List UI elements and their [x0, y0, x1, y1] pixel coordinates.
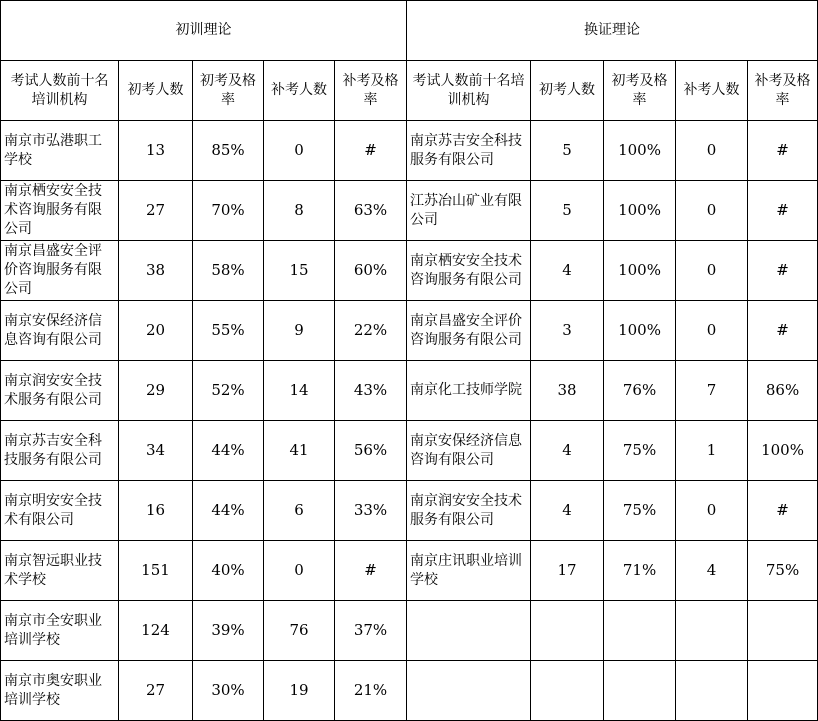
right-retake-count: 7 — [676, 361, 748, 421]
right-institution-name: 南京苏吉安全科技服务有限公司 — [407, 121, 531, 181]
col-header-first-rate-right: 初考及格率 — [604, 61, 676, 121]
right-retake-count: 0 — [676, 181, 748, 241]
left-retake-rate: 60% — [335, 241, 407, 301]
left-retake-count: 8 — [264, 181, 335, 241]
left-retake-rate: # — [335, 121, 407, 181]
right-retake-rate: 86% — [748, 361, 818, 421]
col-header-retake-rate-right: 补考及格率 — [748, 61, 818, 121]
left-retake-rate: # — [335, 541, 407, 601]
left-first-rate: 58% — [193, 241, 264, 301]
table-row — [1, 421, 818, 481]
left-retake-rate: 37% — [335, 601, 407, 661]
table-row — [1, 241, 818, 301]
right-institution-name: 南京庄讯职业培训学校 — [407, 541, 531, 601]
right-retake-count: 0 — [676, 241, 748, 301]
column-header-row — [1, 61, 818, 121]
left-first-count: 20 — [119, 301, 193, 361]
left-first-rate: 30% — [193, 661, 264, 721]
table-row — [1, 181, 818, 241]
left-first-count: 16 — [119, 481, 193, 541]
right-institution-name: 江苏冶山矿业有限公司 — [407, 181, 531, 241]
right-first-count: 5 — [531, 121, 604, 181]
right-retake-count: 1 — [676, 421, 748, 481]
col-header-retake-count-left: 补考人数 — [264, 61, 335, 121]
right-retake-rate: 100% — [748, 421, 818, 481]
right-retake-count: 0 — [676, 301, 748, 361]
left-first-rate: 44% — [193, 421, 264, 481]
left-first-rate: 39% — [193, 601, 264, 661]
right-institution-name: 南京安保经济信息咨询有限公司 — [407, 421, 531, 481]
section-title-renewal: 换证理论 — [407, 1, 818, 61]
right-first-count: 17 — [531, 541, 604, 601]
col-header-institution-right: 考试人数前十名培训机构 — [407, 61, 531, 121]
left-institution-name: 南京市弘港职工学校 — [1, 121, 119, 181]
left-first-rate: 55% — [193, 301, 264, 361]
right-retake-count: 4 — [676, 541, 748, 601]
right-institution-name: 南京化工技师学院 — [407, 361, 531, 421]
right-first-count: 4 — [531, 481, 604, 541]
right-first-rate: 100% — [604, 121, 676, 181]
table-body — [1, 1, 818, 721]
right-first-count: 4 — [531, 241, 604, 301]
right-first-rate: 75% — [604, 481, 676, 541]
left-first-count: 151 — [119, 541, 193, 601]
left-institution-name: 南京市奥安职业培训学校 — [1, 661, 119, 721]
left-institution-name: 南京智远职业技术学校 — [1, 541, 119, 601]
right-first-count — [531, 601, 604, 661]
left-retake-count: 0 — [264, 121, 335, 181]
section-header-row — [1, 1, 818, 61]
right-retake-rate: # — [748, 241, 818, 301]
right-first-rate — [604, 661, 676, 721]
left-first-rate: 44% — [193, 481, 264, 541]
left-institution-name: 南京安保经济信息咨询有限公司 — [1, 301, 119, 361]
right-first-rate: 76% — [604, 361, 676, 421]
table-row — [1, 301, 818, 361]
right-retake-rate: # — [748, 121, 818, 181]
right-first-rate: 100% — [604, 241, 676, 301]
right-institution-name: 南京昌盛安全评价咨询服务有限公司 — [407, 301, 531, 361]
right-first-count: 38 — [531, 361, 604, 421]
left-first-count: 27 — [119, 661, 193, 721]
left-first-rate: 70% — [193, 181, 264, 241]
col-header-first-count-right: 初考人数 — [531, 61, 604, 121]
right-retake-rate: 75% — [748, 541, 818, 601]
right-retake-count: 0 — [676, 121, 748, 181]
left-first-count: 34 — [119, 421, 193, 481]
right-retake-rate — [748, 661, 818, 721]
left-retake-rate: 21% — [335, 661, 407, 721]
left-institution-name: 南京栖安安全技术咨询服务有限公司 — [1, 181, 119, 241]
left-institution-name: 南京明安安全技术有限公司 — [1, 481, 119, 541]
right-first-count — [531, 661, 604, 721]
left-first-rate: 40% — [193, 541, 264, 601]
left-institution-name: 南京润安安全技术服务有限公司 — [1, 361, 119, 421]
left-retake-count: 9 — [264, 301, 335, 361]
left-first-count: 13 — [119, 121, 193, 181]
right-first-count: 4 — [531, 421, 604, 481]
left-retake-rate: 43% — [335, 361, 407, 421]
left-retake-count: 41 — [264, 421, 335, 481]
left-retake-count: 14 — [264, 361, 335, 421]
right-first-rate: 100% — [604, 301, 676, 361]
right-institution-name: 南京栖安安全技术咨询服务有限公司 — [407, 241, 531, 301]
left-retake-count: 6 — [264, 481, 335, 541]
right-retake-count — [676, 601, 748, 661]
right-retake-rate: # — [748, 301, 818, 361]
left-retake-rate: 63% — [335, 181, 407, 241]
left-institution-name: 南京苏吉安全科技服务有限公司 — [1, 421, 119, 481]
left-retake-rate: 56% — [335, 421, 407, 481]
left-first-count: 124 — [119, 601, 193, 661]
table-row — [1, 481, 818, 541]
col-header-first-count-left: 初考人数 — [119, 61, 193, 121]
table-row — [1, 661, 818, 721]
right-institution-name — [407, 661, 531, 721]
left-first-count: 29 — [119, 361, 193, 421]
table-row — [1, 121, 818, 181]
left-retake-count: 76 — [264, 601, 335, 661]
table-row — [1, 361, 818, 421]
left-retake-count: 15 — [264, 241, 335, 301]
right-first-count: 3 — [531, 301, 604, 361]
left-institution-name: 南京市全安职业培训学校 — [1, 601, 119, 661]
right-first-rate: 100% — [604, 181, 676, 241]
table-row — [1, 541, 818, 601]
right-first-rate — [604, 601, 676, 661]
left-first-count: 38 — [119, 241, 193, 301]
col-header-retake-count-right: 补考人数 — [676, 61, 748, 121]
right-retake-rate — [748, 601, 818, 661]
left-first-rate: 52% — [193, 361, 264, 421]
right-retake-count — [676, 661, 748, 721]
right-retake-rate: # — [748, 481, 818, 541]
right-first-count: 5 — [531, 181, 604, 241]
right-first-rate: 75% — [604, 421, 676, 481]
section-title-initial: 初训理论 — [1, 1, 407, 61]
left-first-count: 27 — [119, 181, 193, 241]
right-first-rate: 71% — [604, 541, 676, 601]
col-header-retake-rate-left: 补考及格率 — [335, 61, 407, 121]
left-institution-name: 南京昌盛安全评价咨询服务有限公司 — [1, 241, 119, 301]
right-retake-rate: # — [748, 181, 818, 241]
left-retake-rate: 33% — [335, 481, 407, 541]
right-retake-count: 0 — [676, 481, 748, 541]
left-first-rate: 85% — [193, 121, 264, 181]
left-retake-count: 0 — [264, 541, 335, 601]
right-institution-name — [407, 601, 531, 661]
right-institution-name: 南京润安安全技术服务有限公司 — [407, 481, 531, 541]
table-row — [1, 601, 818, 661]
col-header-institution-left: 考试人数前十名培训机构 — [1, 61, 119, 121]
col-header-first-rate-left: 初考及格率 — [193, 61, 264, 121]
left-retake-rate: 22% — [335, 301, 407, 361]
left-retake-count: 19 — [264, 661, 335, 721]
